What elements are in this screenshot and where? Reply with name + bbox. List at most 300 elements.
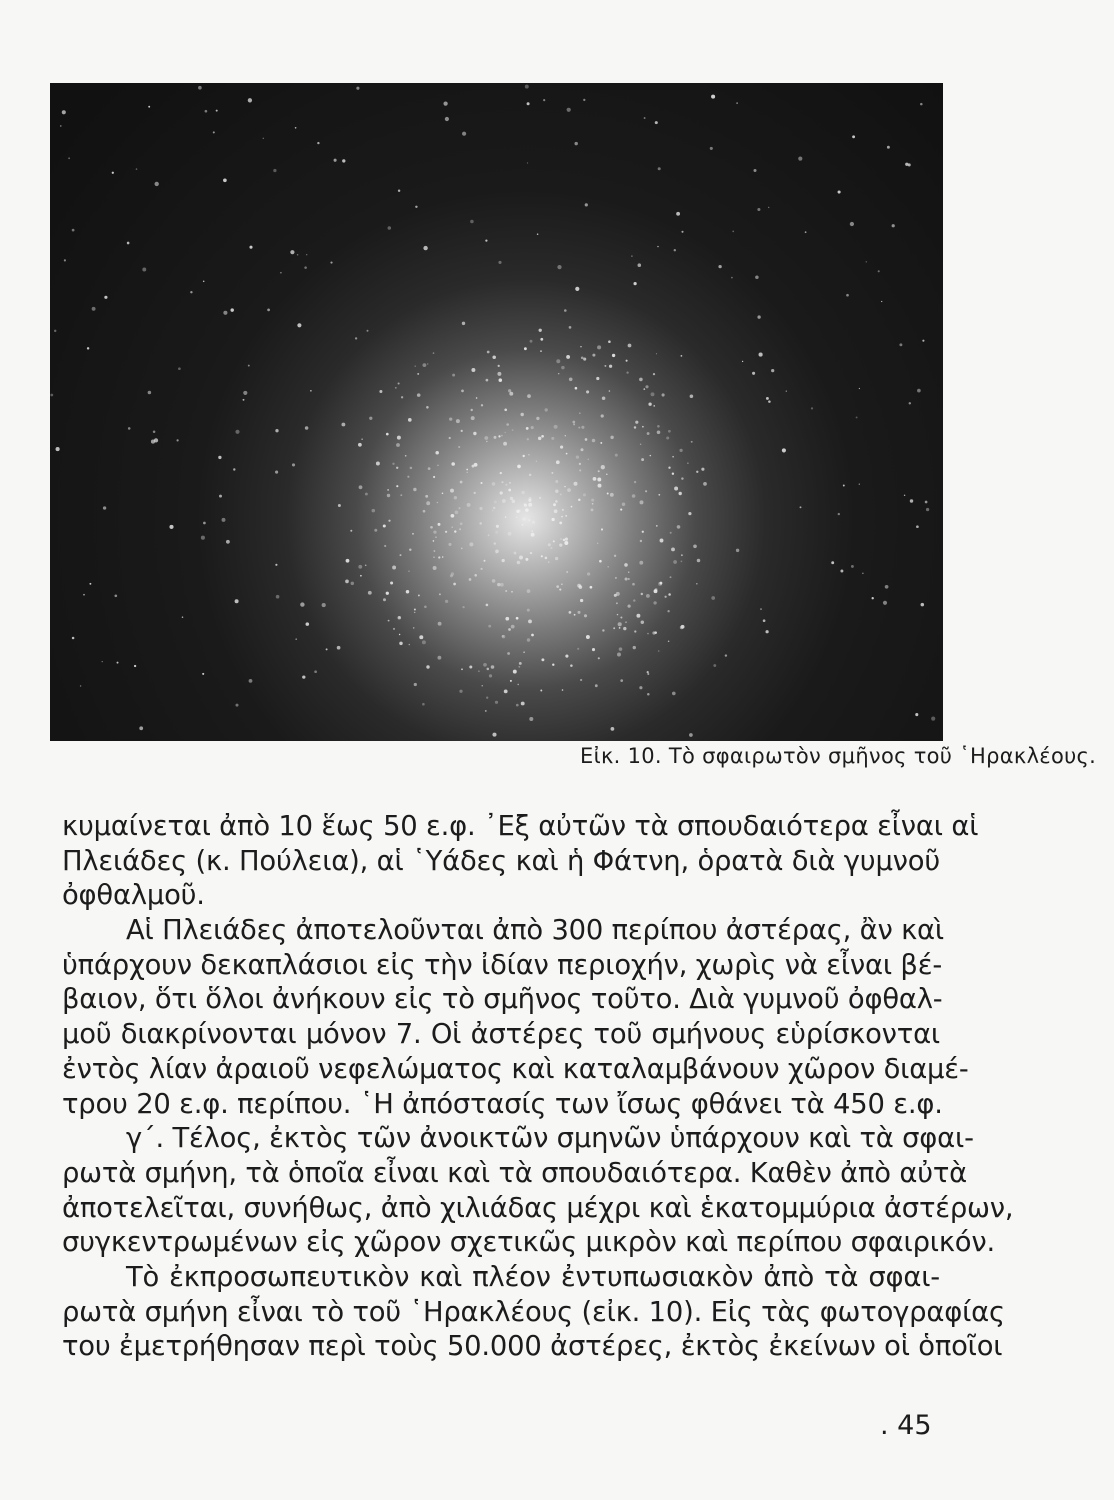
star — [752, 372, 755, 375]
cluster-star — [505, 590, 507, 592]
cluster-star — [384, 545, 386, 547]
cluster-star — [646, 594, 650, 598]
cluster-star — [592, 503, 594, 505]
cluster-star — [556, 359, 560, 363]
cluster-star — [579, 463, 581, 465]
cluster-star — [667, 610, 669, 612]
star — [881, 301, 882, 302]
cluster-star — [532, 521, 535, 524]
star — [422, 363, 426, 367]
star — [755, 275, 759, 279]
cluster-star — [478, 670, 480, 672]
cluster-star — [614, 594, 617, 597]
star — [56, 447, 60, 451]
cluster-star — [575, 387, 578, 390]
cluster-star — [505, 617, 509, 621]
star — [786, 390, 787, 391]
cluster-star — [606, 474, 608, 476]
cluster-star — [592, 648, 595, 651]
cluster-star — [574, 614, 576, 616]
star — [760, 608, 762, 610]
star — [859, 483, 860, 484]
star — [887, 146, 890, 149]
cluster-star — [681, 477, 683, 479]
text-line: κυμαίνεται ἀπὸ 10 ἕως 50 ε.φ. ᾿Εξ αὐτῶν τὰ σπουδαιότερα εἶναι αἱ — [62, 811, 979, 842]
cluster-star — [435, 536, 437, 538]
cluster-star — [529, 474, 532, 477]
star — [543, 99, 545, 101]
cluster-star — [460, 522, 463, 525]
star — [581, 357, 584, 360]
star — [831, 561, 834, 564]
cluster-star — [529, 497, 532, 500]
star — [398, 189, 400, 191]
star — [850, 222, 854, 226]
cluster-star — [541, 658, 544, 661]
cluster-star — [599, 560, 602, 563]
cluster-star — [539, 497, 541, 499]
star — [537, 233, 539, 235]
star — [611, 727, 615, 731]
cluster-star — [454, 530, 456, 532]
star — [72, 229, 75, 232]
cluster-star — [510, 497, 513, 500]
cluster-star — [358, 443, 362, 447]
star — [647, 693, 650, 696]
cluster-star — [507, 652, 510, 655]
cluster-star — [410, 467, 413, 470]
cluster-star — [461, 390, 464, 393]
cluster-star — [679, 449, 682, 452]
star — [800, 506, 802, 508]
cluster-star — [691, 441, 693, 443]
star — [569, 326, 572, 329]
star — [518, 666, 520, 668]
cluster-star — [358, 565, 362, 569]
cluster-star — [677, 525, 681, 529]
star — [330, 262, 332, 264]
star — [633, 282, 636, 285]
cluster-star — [497, 583, 500, 586]
cluster-star — [640, 444, 642, 446]
cluster-star — [555, 480, 558, 483]
cluster-star — [622, 503, 626, 507]
star — [920, 103, 923, 106]
star — [54, 330, 56, 332]
star — [520, 413, 523, 416]
cluster-star — [500, 472, 502, 474]
star — [243, 391, 247, 395]
cluster-star — [578, 499, 580, 501]
cluster-star — [626, 371, 628, 373]
cluster-star — [508, 628, 511, 631]
cluster-star — [486, 604, 489, 607]
star — [300, 602, 304, 606]
star — [235, 599, 239, 603]
cluster-star — [671, 547, 675, 551]
globular-cluster-photo — [50, 83, 943, 741]
cluster-star — [338, 504, 341, 507]
figure-caption: Εἰκ. 10. Τὸ σφαιρωτὸν σμῆνος τοῦ ῾Ηρακλέους. — [580, 744, 1097, 768]
cluster-star — [521, 491, 525, 495]
star — [915, 713, 918, 716]
star — [690, 395, 694, 399]
cluster-star — [388, 620, 390, 622]
cluster-star — [426, 665, 429, 668]
cluster-star — [417, 393, 421, 397]
star — [527, 638, 530, 641]
cluster-star — [361, 438, 362, 439]
cluster-star — [449, 437, 451, 439]
cluster-star — [395, 387, 397, 389]
cluster-star — [696, 471, 698, 473]
cluster-star — [696, 583, 698, 585]
cluster-star — [578, 427, 580, 429]
cluster-star — [559, 522, 562, 525]
star — [576, 455, 579, 458]
cluster-star — [365, 493, 368, 496]
star — [805, 231, 807, 233]
text-line: μοῦ διακρίνονται μόνον 7. Οἱ ἀστέρες τοῦ σμήνους εὑρίσκονται — [62, 1019, 940, 1051]
cluster-star — [495, 549, 499, 553]
cluster-star — [609, 365, 612, 368]
star — [658, 167, 661, 170]
star — [203, 281, 205, 283]
cluster-star — [593, 477, 597, 481]
star — [668, 641, 670, 643]
cluster-star — [548, 561, 550, 563]
cluster-star — [628, 605, 631, 608]
star — [388, 226, 392, 230]
star — [655, 121, 658, 124]
star — [574, 142, 577, 145]
cluster-star — [701, 468, 704, 471]
cluster-star — [658, 650, 660, 652]
star — [433, 566, 437, 570]
star — [846, 294, 849, 297]
cluster-star — [519, 662, 522, 665]
cluster-star — [399, 634, 400, 635]
star — [583, 99, 585, 101]
cluster-star — [530, 552, 532, 554]
star — [742, 361, 743, 362]
cluster-star — [408, 570, 409, 571]
cluster-star — [522, 518, 525, 521]
cluster-star — [560, 446, 563, 449]
cluster-star — [607, 493, 609, 495]
cluster-star — [486, 441, 488, 443]
cluster-star — [517, 465, 521, 469]
cluster-star — [467, 503, 471, 507]
star — [899, 343, 902, 346]
star — [656, 525, 658, 527]
cluster-star — [587, 459, 589, 461]
cluster-star — [399, 642, 402, 645]
cluster-star — [496, 525, 499, 528]
cluster-star — [552, 664, 554, 666]
cluster-star — [407, 476, 409, 478]
cluster-star — [438, 556, 440, 558]
cluster-star — [610, 436, 613, 439]
star — [136, 168, 138, 170]
star — [736, 102, 738, 104]
star — [909, 402, 911, 404]
star — [921, 603, 925, 607]
star — [725, 654, 727, 656]
star — [89, 583, 91, 585]
cluster-star — [614, 555, 616, 557]
cluster-star — [639, 561, 643, 565]
star — [273, 169, 276, 172]
cluster-star — [470, 409, 472, 411]
star — [356, 87, 359, 90]
star — [437, 656, 441, 660]
star — [731, 277, 733, 279]
cluster-star — [508, 532, 512, 536]
cluster-star — [448, 543, 451, 546]
star — [379, 390, 382, 393]
cluster-star — [528, 519, 530, 521]
cluster-star — [531, 634, 534, 637]
star — [681, 231, 683, 233]
cluster-star — [668, 467, 670, 469]
star — [305, 426, 309, 430]
star — [454, 496, 457, 499]
cluster-star — [583, 358, 586, 361]
cluster-star — [521, 702, 525, 706]
cluster-star — [538, 437, 541, 440]
star — [904, 495, 905, 496]
cluster-star — [359, 485, 363, 489]
star — [628, 344, 632, 348]
star — [639, 686, 642, 689]
cluster-star — [504, 408, 507, 411]
cluster-star — [390, 582, 393, 585]
star — [415, 365, 416, 366]
star — [155, 182, 159, 186]
cluster-star — [499, 378, 503, 382]
star — [341, 423, 345, 427]
star — [567, 108, 571, 112]
cluster-star — [401, 396, 403, 398]
cluster-star — [486, 697, 488, 699]
star — [555, 489, 558, 492]
cluster-star — [519, 556, 523, 560]
star — [851, 565, 854, 568]
cluster-star — [511, 591, 513, 593]
cluster-star — [645, 490, 647, 492]
star — [151, 440, 155, 444]
star — [525, 85, 529, 89]
star — [608, 340, 611, 343]
cluster-star — [672, 473, 674, 475]
star-field — [50, 83, 943, 741]
cluster-star — [428, 467, 431, 470]
star — [597, 543, 598, 544]
star — [414, 683, 417, 686]
cluster-star — [398, 382, 400, 384]
text-line: Πλειάδες (κ. Πούλεια), αἱ ῾Υάδες καὶ ἡ Φάτνη, ὁρατὰ διὰ γυμνοῦ — [62, 845, 940, 877]
cluster-star — [494, 436, 497, 439]
star — [216, 110, 218, 112]
cluster-star — [505, 484, 507, 486]
cluster-star — [471, 416, 475, 420]
cluster-star — [624, 563, 628, 567]
cluster-star — [502, 559, 505, 562]
star — [314, 670, 317, 673]
cluster-star — [536, 460, 538, 462]
cluster-star — [458, 507, 460, 509]
cluster-star — [433, 550, 435, 552]
body-text — [62, 810, 1014, 1365]
star — [306, 622, 310, 626]
cluster-star — [433, 476, 435, 478]
cluster-star — [623, 627, 626, 630]
cluster-star — [438, 523, 441, 526]
cluster-star — [581, 426, 584, 429]
star — [383, 598, 386, 601]
cluster-star — [508, 389, 511, 392]
cluster-star — [484, 560, 486, 562]
cluster-star — [494, 542, 496, 544]
cluster-star — [414, 609, 416, 611]
star — [190, 291, 192, 293]
star — [872, 597, 874, 599]
star — [423, 246, 427, 250]
cluster-star — [466, 469, 468, 471]
star — [248, 98, 252, 102]
cluster-star — [442, 492, 444, 494]
cluster-star — [418, 594, 420, 596]
cluster-star — [640, 540, 642, 542]
star — [295, 638, 297, 640]
star — [768, 207, 769, 208]
star — [560, 538, 561, 539]
star — [840, 570, 843, 573]
cluster-star — [559, 543, 562, 546]
star — [670, 532, 672, 534]
cluster-star — [566, 355, 570, 359]
cluster-star — [567, 488, 571, 492]
star — [142, 268, 146, 272]
cluster-star — [545, 408, 548, 411]
star — [249, 246, 252, 249]
cluster-star — [596, 377, 599, 380]
cluster-star — [619, 647, 623, 651]
cluster-star — [445, 600, 448, 603]
cluster-star — [659, 582, 662, 585]
cluster-star — [668, 430, 671, 433]
star — [223, 178, 227, 182]
cluster-star — [551, 518, 554, 521]
cluster-star — [658, 494, 660, 496]
cluster-star — [437, 465, 438, 466]
star — [602, 396, 606, 400]
star — [647, 432, 650, 435]
star — [310, 390, 312, 392]
star — [838, 513, 840, 515]
star — [585, 203, 588, 206]
cluster-star — [516, 516, 518, 518]
star — [527, 102, 530, 105]
star — [467, 472, 468, 473]
cluster-star — [412, 533, 414, 535]
star — [233, 468, 235, 470]
cluster-star — [435, 451, 439, 455]
cluster-star — [560, 493, 562, 495]
star — [443, 101, 447, 105]
cluster-star — [400, 554, 402, 556]
cluster-star — [634, 481, 636, 483]
cluster-star — [601, 528, 603, 530]
cluster-star — [619, 627, 621, 629]
cluster-star — [488, 625, 491, 628]
star — [218, 456, 221, 459]
text-line: γ΄. Τέλος, ἐκτὸς τῶν ἀνοικτῶν σμηνῶν ὑπάρχουν καὶ τὰ σφαι- — [126, 1123, 974, 1155]
star — [753, 169, 756, 172]
cluster-star — [484, 436, 488, 440]
star — [276, 595, 280, 599]
star — [169, 525, 173, 529]
cluster-star — [360, 575, 362, 577]
cluster-star — [610, 493, 614, 497]
cluster-star — [536, 417, 539, 420]
cluster-star — [617, 653, 621, 657]
text-line: συγκεντρωμένων εἰς χῶρον σχετικῶς μικρὸν καὶ περίπου σφαιρικόν. — [62, 1227, 995, 1259]
star — [498, 261, 501, 264]
cluster-star — [697, 559, 701, 563]
star — [647, 671, 649, 673]
cluster-star — [409, 644, 411, 646]
cluster-star — [625, 621, 626, 622]
star — [230, 308, 233, 311]
cluster-star — [562, 509, 564, 511]
cluster-star — [598, 657, 600, 659]
cluster-star — [586, 390, 589, 393]
text-line: βαιον, ὅτι ὅλοι ἀνήκουν εἰς τὸ σμῆνος τοῦτο. Διὰ γυμνοῦ ὀφθαλ- — [62, 984, 943, 1016]
star — [302, 675, 305, 678]
star — [462, 322, 465, 325]
cluster-star — [639, 378, 643, 382]
star — [355, 337, 357, 339]
star — [653, 373, 655, 375]
star — [736, 549, 739, 552]
star — [243, 399, 245, 401]
cluster-star — [473, 432, 476, 435]
cluster-star — [679, 492, 682, 495]
text-line: ὑπάρχουν δεκαπλάσιοι εἰς τὴν ἰδίαν περιοχήν, χωρὶς νὰ εἶναι βέ- — [62, 949, 943, 981]
cluster-star — [574, 482, 578, 486]
cluster-star — [469, 578, 472, 581]
star — [759, 353, 763, 357]
star — [597, 345, 601, 349]
star — [676, 212, 680, 216]
cluster-star — [459, 690, 462, 693]
cluster-star — [609, 390, 611, 392]
star — [681, 625, 685, 629]
cluster-star — [617, 614, 618, 615]
star — [367, 330, 369, 332]
cluster-star — [451, 462, 455, 466]
cluster-star — [590, 586, 593, 589]
cluster-star — [346, 559, 350, 563]
star — [342, 159, 345, 162]
star — [768, 400, 771, 403]
star — [482, 685, 483, 686]
cluster-star — [562, 689, 564, 691]
star — [528, 454, 530, 456]
star — [838, 190, 841, 193]
